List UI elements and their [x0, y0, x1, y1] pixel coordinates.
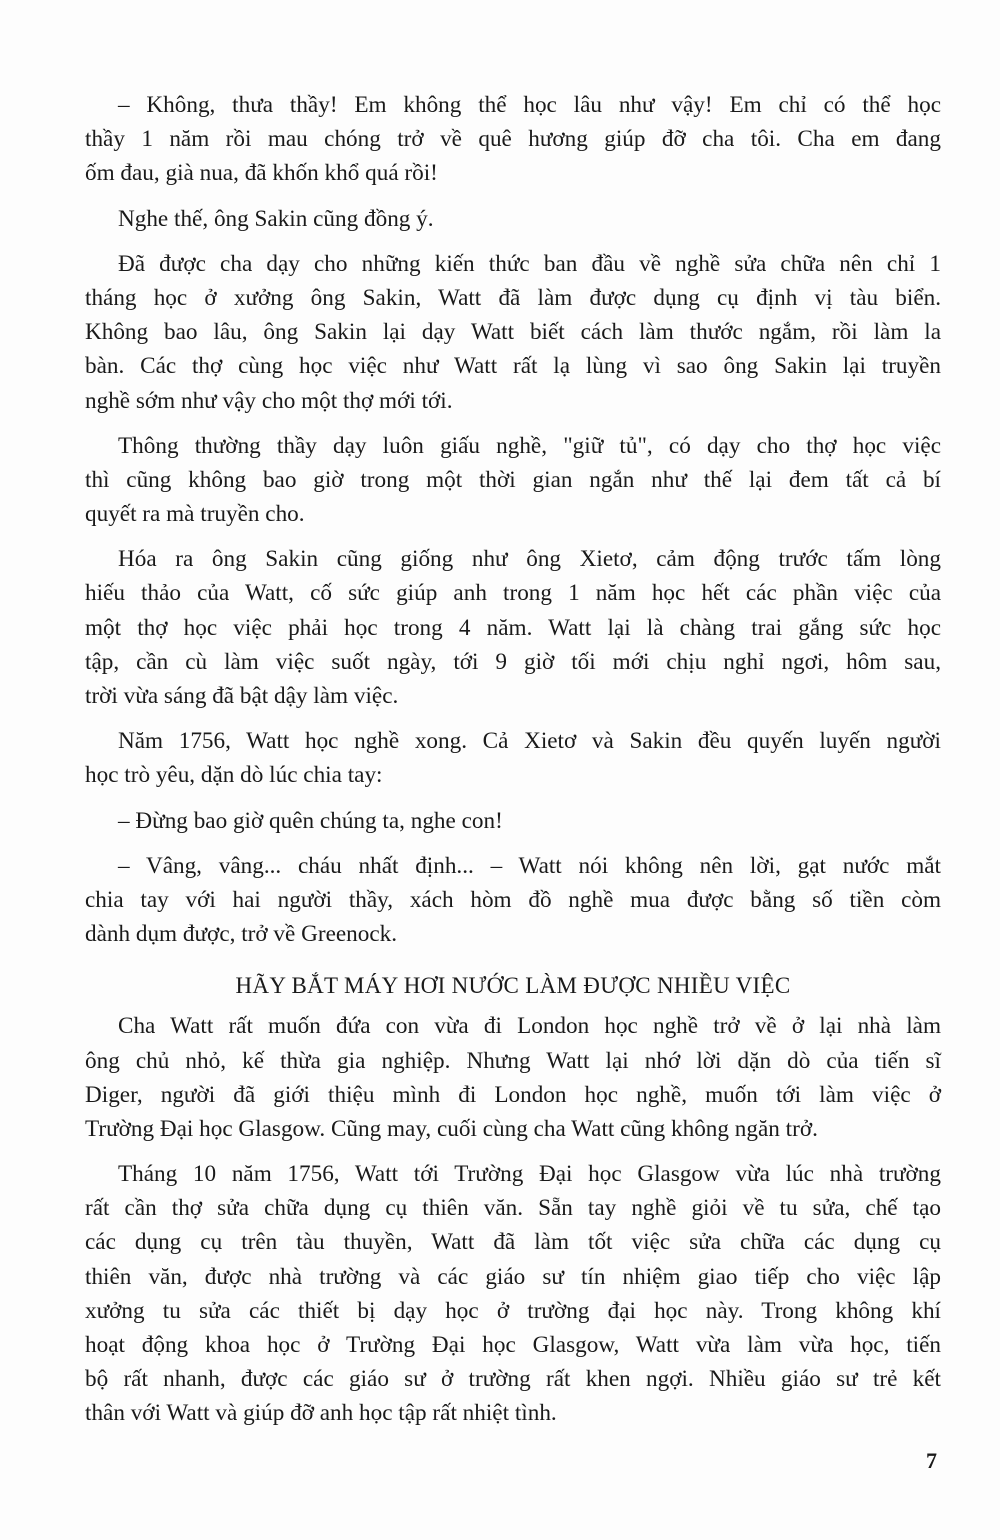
paragraph — [85, 724, 941, 792]
text-line: trời vừa sáng đã bật dậy làm việc. — [85, 683, 399, 709]
text-line: – Vâng, vâng... cháu nhất định... – Watt nói không nên lời, gạt nước mắt — [118, 852, 941, 879]
text-line: một thợ học việc phải học trong 4 năm. Watt lại là chàng trai gắng sức học — [85, 614, 941, 641]
text-line: thiên văn, được nhà trường và các giáo sư tín nhiệm giao tiếp cho việc lập — [85, 1263, 941, 1290]
text-line: Diger, người đã giới thiệu mình đi London học nghề, muốn tới làm việc ở — [85, 1081, 941, 1108]
text-line: rất cần thợ sửa chữa dụng cụ thiên văn. Sẵn tay nghề giỏi về tu sửa, chế tạo — [85, 1195, 941, 1222]
text-line: học trò yêu, dặn dò lúc chia tay: — [85, 762, 383, 789]
text-line: Cha Watt rất muốn đứa con vừa đi London học nghề trở về ở lại nhà làm — [118, 1013, 941, 1040]
text-line: Trường Đại học Glasgow. Cũng may, cuối cùng cha Watt cũng không ngăn trở. — [85, 1115, 818, 1142]
text-line: thân với Watt và giúp đỡ anh học tập rất nhiệt tình. — [85, 1400, 557, 1427]
text-line: chia tay với hai người thầy, xách hòm đồ nghề mua được bằng số tiền còm — [85, 886, 941, 913]
text-line: – Không, thưa thầy! Em không thể học lâu như vậy! Em chỉ có thể học — [118, 92, 941, 118]
text-line: thầy 1 năm rồi mau chóng trở về quê hương giúp đỡ cha tôi. Cha em đang — [85, 126, 941, 153]
text-line: tháng học ở xưởng ông Sakin, Watt đã làm được dụng cụ định vị tàu biển. — [85, 284, 941, 311]
paragraph — [85, 88, 941, 191]
text-line: Thông thường thầy dạy luôn giấu nghề, "giữ tủ", có dạy cho thợ học việc — [118, 432, 941, 459]
text-line: bàn. Các thợ cùng học việc như Watt rất lạ lùng vì sao ông Sakin lại truyền — [85, 353, 941, 380]
text-line: hiếu thảo của Watt, cố sức giúp anh trong 1 năm học hết các phần việc của — [85, 580, 941, 607]
text-line: ốm đau, già nua, đã khốn khổ quá rồi! — [85, 160, 438, 187]
paragraph — [85, 804, 941, 838]
text-line: ông chủ nhỏ, kế thừa gia nghiệp. Nhưng Watt lại nhớ lời dặn dò của tiến sĩ — [85, 1047, 941, 1074]
section-glasgow — [85, 1009, 941, 1430]
text-line: quyết ra mà truyền cho. — [85, 501, 305, 528]
paragraph — [85, 849, 941, 952]
text-line: Không bao lâu, ông Sakin lại dạy Watt biết cách làm thước ngắm, rồi làm la — [85, 319, 941, 346]
paragraph — [85, 542, 941, 713]
page-number: 7 — [926, 1448, 937, 1473]
text-line: thì cũng không bao giờ trong một thời gian ngắn như thế lại đem tất cả bí — [85, 466, 941, 493]
text-line: bộ rất nhanh, được các giáo sư ở trường rất khen ngợi. Nhiều giáo sư trẻ kết — [85, 1366, 941, 1393]
section-apprenticeship — [85, 88, 941, 951]
text-line: Hóa ra ông Sakin cũng giống như ông Xietơ, cảm động trước tấm lòng — [118, 546, 941, 573]
paragraph — [85, 1009, 941, 1146]
text-line: Tháng 10 năm 1756, Watt tới Trường Đại học Glasgow vừa lúc nhà trường — [118, 1161, 941, 1188]
text-line: – Đừng bao giờ quên chúng ta, nghe con! — [118, 807, 503, 834]
section-heading: HÃY BẮT MÁY HƠI NƯỚC LÀM ĐƯỢC NHIỀU VIỆC — [235, 973, 791, 999]
text-line: Đã được cha dạy cho những kiến thức ban đầu về nghề sửa chữa nên chỉ 1 — [118, 250, 941, 277]
paragraph — [85, 429, 941, 532]
text-line: xưởng tu sửa các thiết bị dạy học ở trường đại học này. Trong không khí — [85, 1297, 941, 1324]
page-body — [85, 88, 941, 1442]
text-line: Nghe thế, ông Sakin cũng đồng ý. — [118, 205, 434, 232]
text-line: các dụng cụ trên tàu thuyền, Watt đã làm tốt việc sửa chữa các dụng cụ — [85, 1229, 941, 1256]
paragraph — [85, 1157, 941, 1431]
text-line: Năm 1756, Watt học nghề xong. Cả Xietơ và Sakin đều quyến luyến người — [118, 728, 941, 755]
text-line: nghề sớm như vậy cho một thợ mới tới. — [85, 387, 453, 414]
text-line: tập, cần cù làm việc suốt ngày, tới 9 giờ tối mới chịu nghỉ ngơi, hôm sau, — [85, 648, 941, 675]
paragraph — [85, 247, 941, 418]
paragraph — [85, 202, 941, 236]
text-line: dành dụm được, trở về Greenock. — [85, 921, 398, 948]
text-line: hoạt động khoa học ở Trường Đại học Glasgow, Watt vừa làm vừa học, tiến — [85, 1332, 941, 1358]
